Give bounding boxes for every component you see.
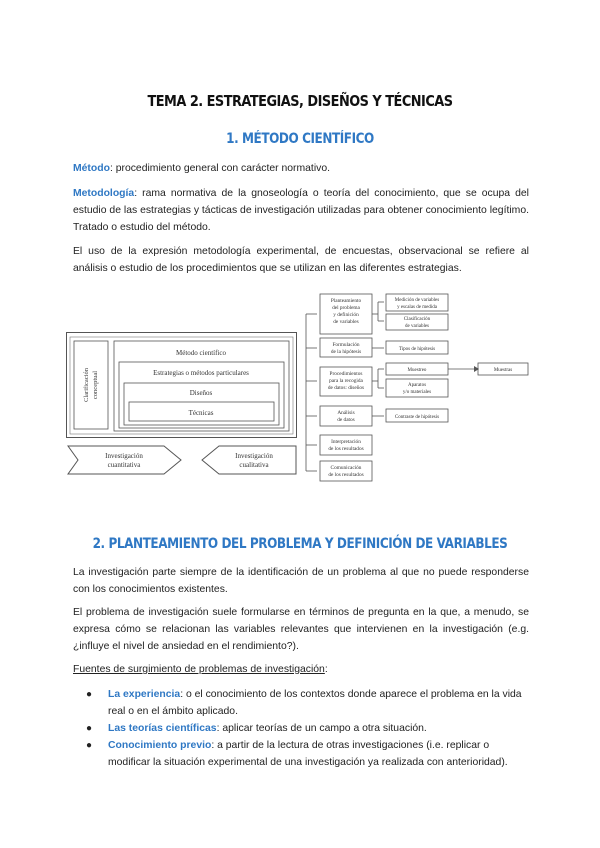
- estrategias-label: Estrategias o métodos particulares: [153, 369, 249, 377]
- clarification-label-1: Clarificación: [83, 368, 90, 402]
- analisis-line-2: de datos: [337, 417, 355, 423]
- bullet-icon: ●: [86, 689, 93, 700]
- medicion-line-1: Medición de variables: [394, 298, 440, 303]
- clasificacion-line-2: de variables: [404, 324, 430, 329]
- list-item: [73, 686, 529, 720]
- paragraph-investigacion: La investigación parte siempre de la identificación de un problema al que no puede responderse con los conocimientos existentes.: [73, 567, 529, 595]
- arrow-right-quantitative: [68, 446, 181, 474]
- bullet-text: : aplicar teorías de un campo a otra situación.: [216, 723, 427, 734]
- box-interpretacion: [320, 435, 372, 455]
- interpretacion-line-1: Interpretación: [331, 439, 361, 445]
- fuentes-list: [73, 686, 529, 771]
- clarification-box: [74, 341, 108, 429]
- interpretacion-line-2: de los resultados: [328, 446, 364, 452]
- muestras-label: Muestras: [493, 368, 513, 373]
- fuentes-heading: [73, 661, 529, 678]
- definition-metodologia-text: : rama normativa de la gnoseología o teoría del conocimiento, que se ocupa del estudio de las estrategias y tácticas de investigación utilizadas para obtener conocimiento legítimo. Tratado o estudio del método.: [73, 188, 529, 233]
- fuentes-heading-colon: :: [324, 664, 328, 675]
- planteamiento-line-1: Planteamiento: [330, 298, 362, 304]
- bullet-icon: ●: [86, 740, 93, 751]
- aparatos-line-2: y/o materiales: [402, 390, 432, 395]
- list-item: [73, 737, 529, 771]
- box-comunicacion: [320, 461, 372, 481]
- contraste-label: Contraste de hipótesis: [394, 415, 440, 420]
- clasificacion-line-1: Clasificación: [403, 317, 431, 322]
- tecnicas-label: Técnicas: [188, 409, 214, 417]
- diagram-research-process: [300, 288, 535, 486]
- fuentes-heading-text: Fuentes de surgimiento de problemas de investigación: [73, 664, 325, 675]
- planteamiento-line-2: del problema: [332, 305, 360, 311]
- section1-heading: 1. MÉTODO CIENTÍFICO: [226, 131, 374, 147]
- diagram-method-levels: [66, 330, 301, 480]
- arrow-quant-label-2: cuantitativa: [107, 461, 141, 469]
- bullet-icon: ●: [86, 723, 93, 734]
- muestreo-label: Muestreo: [407, 368, 427, 373]
- bullet-term: Conocimiento previo: [108, 740, 212, 751]
- bullet-text: : a partir de la lectura de otras investigaciones (i.e. replicar o modificar la situación experimental de una investigación ya realizada con anterioridad).: [108, 740, 508, 768]
- bullet-term: Las teorías científicas: [108, 723, 217, 734]
- section2-heading: 2. PLANTEAMIENTO DEL PROBLEMA Y DEFINICIÓN DE VARIABLES: [92, 536, 508, 552]
- comunicacion-line-1: Comunicación: [330, 465, 362, 471]
- box-analisis: [320, 406, 372, 426]
- analisis-line-1: Análisis: [337, 410, 355, 416]
- planteamiento-line-3: y definición: [333, 312, 359, 318]
- definition-metodo-text: : procedimiento general con carácter normativo.: [109, 163, 330, 174]
- formulacion-line-2: de la hipótesis: [330, 349, 362, 355]
- arrow-qual-label-1: Investigación: [235, 452, 273, 460]
- procedimientos-line-1: Procedimientos: [329, 371, 363, 377]
- bullet-term: La experiencia: [108, 689, 181, 700]
- aparatos-line-1: Aparatos: [407, 383, 427, 388]
- clarification-label-2: conceptual: [92, 370, 99, 400]
- list-item: [73, 720, 529, 737]
- formulacion-line-1: Formulación: [332, 342, 360, 348]
- procedimientos-line-3: de datos: diseños: [327, 385, 365, 391]
- tipos-hipotesis-label: Tipos de hipótesis: [398, 347, 436, 352]
- medicion-line-2: y escalas de medida: [397, 305, 437, 310]
- arrow-qual-label-2: cualitativa: [239, 461, 269, 469]
- definition-metodologia: [73, 185, 529, 236]
- term-metodo: Método: [73, 163, 110, 174]
- page-title: TEMA 2. ESTRATEGIAS, DISEÑOS Y TÉCNICAS: [147, 92, 453, 110]
- bullet-text: : o el conocimiento de los contextos donde aparece el problema en la vida real o en el ámbito aplicado.: [108, 689, 522, 717]
- procedimientos-line-2: para la recogida: [329, 378, 363, 384]
- definition-metodo: [73, 160, 529, 177]
- planteamiento-line-4: de variables: [333, 319, 359, 325]
- comunicacion-line-2: de los resultados: [328, 472, 364, 478]
- arrow-left-qualitative: [202, 446, 296, 474]
- arrow-quant-label-1: Investigación: [105, 452, 143, 460]
- paragraph-problema: El problema de investigación suele formularse en términos de pregunta en la que, a menudo, se expresa cómo se relacionan las variables relevantes que intervienen en la investigación (e.g. ¿influye el nivel de ansiedad en el rendimiento?).: [73, 607, 529, 652]
- metodo-label: Método científico: [176, 349, 226, 357]
- paragraph-metodologia-uso: El uso de la expresión metodología experimental, de encuestas, observacional se refiere al análisis o estudio de los procedimientos que se utilizan en las diferentes estrategias.: [73, 246, 529, 274]
- disenos-label: Diseños: [189, 389, 213, 397]
- term-metodologia: Metodología: [73, 188, 135, 199]
